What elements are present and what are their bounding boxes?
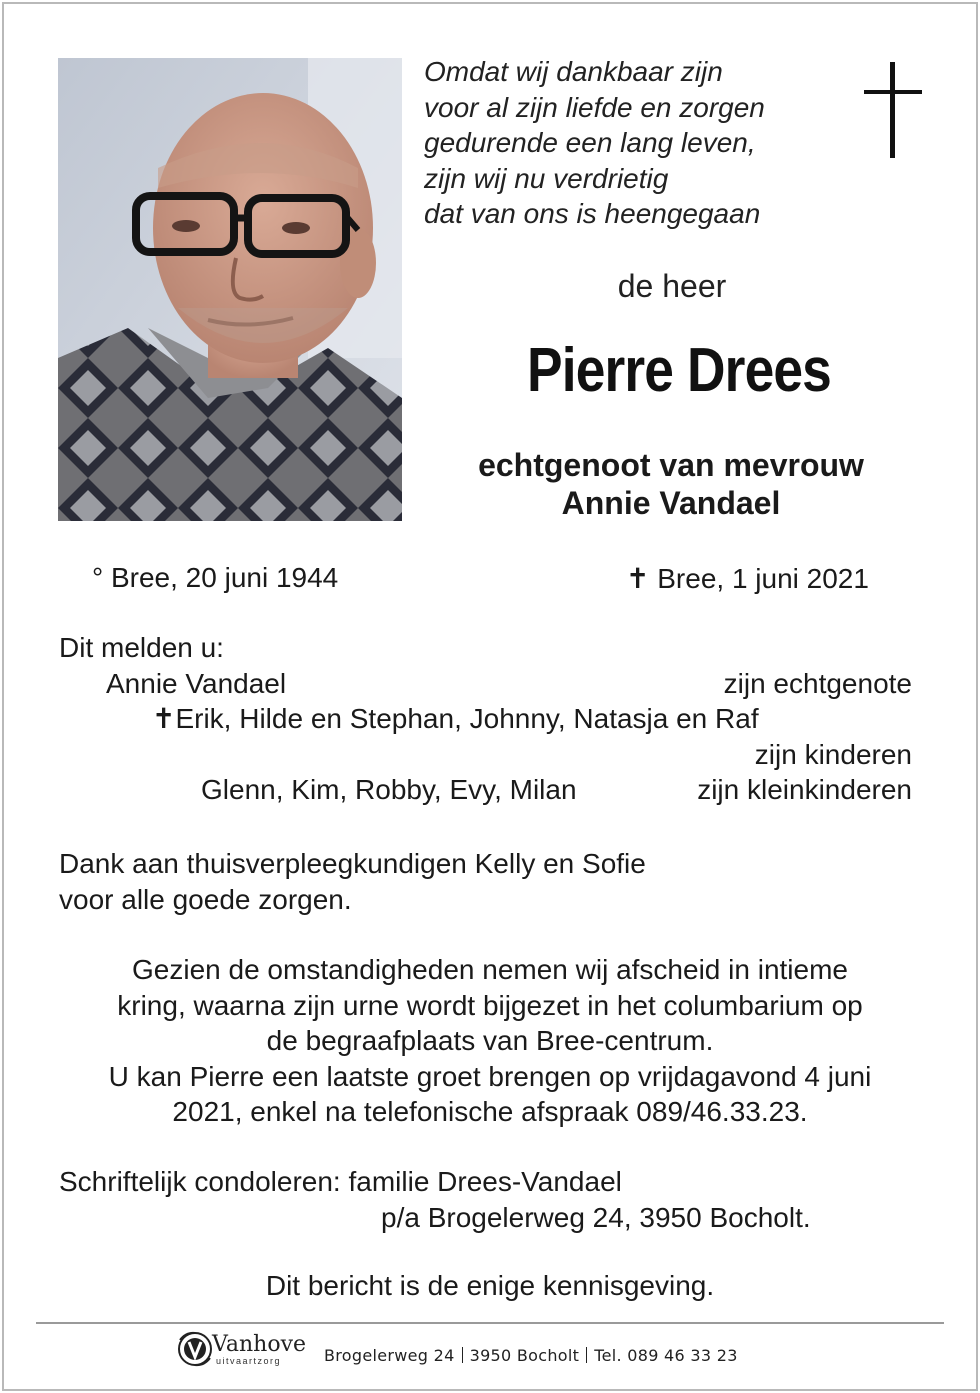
footer (176, 1330, 816, 1374)
poem-line: zijn wij nu verdrietig (424, 162, 669, 194)
vanhove-logo-icon (176, 1330, 214, 1368)
ceremony-line: U kan Pierre een laatste groet brengen op vrijdagavond 4 juni (108, 1060, 872, 1092)
ceremony-line: 2021, enkel na telefonische afspraak 089/46.33.23. (172, 1096, 808, 1127)
children-role: zijn kinderen (754, 738, 912, 770)
portrait-photo (58, 58, 402, 521)
spouse-name: Annie Vandael (561, 485, 781, 521)
poem-line: voor al zijn liefde en zorgen (424, 91, 765, 123)
poem (424, 54, 765, 232)
condolence-line: p/a Brogelerweg 24, 3950 Bocholt. (381, 1201, 811, 1233)
footer-divider (36, 1322, 944, 1324)
logo-subtitle: uitvaartzorg (216, 1356, 282, 1366)
thanks-line: Dank aan thuisverpleegkundigen Kelly en Sofie (59, 848, 646, 879)
spouse-member: Annie Vandael (106, 667, 287, 699)
footer-contact (324, 1346, 738, 1365)
footer-address: Brogelerweg 24 (324, 1346, 455, 1365)
death-info: ✝ Bree, 1 juni 2021 (626, 563, 869, 594)
notice-text: Dit bericht is de enige kennisgeving. (265, 1270, 715, 1301)
family-intro: Dit melden u: (59, 632, 224, 663)
poem-line: gedurende een lang leven, (424, 127, 756, 158)
ceremony-line: kring, waarna zijn urne wordt bijgezet in het columbarium op (117, 989, 863, 1021)
grandchildren-role: zijn kleinkinderen (697, 774, 912, 805)
family-list (0, 630, 980, 808)
condolence-line: Schriftelijk condoleren: familie Drees-Vandael (59, 1166, 622, 1197)
cross-icon (864, 62, 922, 160)
logo-name: Vanhove (212, 1332, 307, 1357)
spouse-role: zijn echtgenote (723, 667, 912, 699)
footer-city: 3950 Bocholt (469, 1346, 580, 1365)
grandchildren-members: Glenn, Kim, Robby, Evy, Milan (201, 774, 577, 805)
honorific: de heer (617, 268, 727, 304)
ceremony-line: Gezien de omstandigheden nemen wij afscheid in intieme (132, 954, 848, 985)
poem-line: dat van ons is heengegaan (424, 198, 761, 229)
condolence-address (59, 1164, 919, 1235)
ceremony-info (40, 952, 940, 1130)
children-members: ✝Erik, Hilde en Stephan, Johnny, Natasja en Raf (152, 703, 759, 734)
spouse-block (430, 446, 912, 522)
poem-line: Omdat wij dankbaar zijn (424, 56, 723, 87)
birth-info: ° Bree, 20 juni 1944 (92, 562, 339, 593)
spouse-line: echtgenoot van mevrouw (478, 447, 864, 483)
thanks-line: voor alle goede zorgen. (59, 883, 352, 915)
thanks-note (59, 846, 646, 917)
deceased-name: Pierre Drees (527, 336, 831, 405)
footer-phone: Tel. 089 46 33 23 (594, 1346, 738, 1365)
ceremony-line: de begraafplaats van Bree-centrum. (266, 1025, 714, 1056)
